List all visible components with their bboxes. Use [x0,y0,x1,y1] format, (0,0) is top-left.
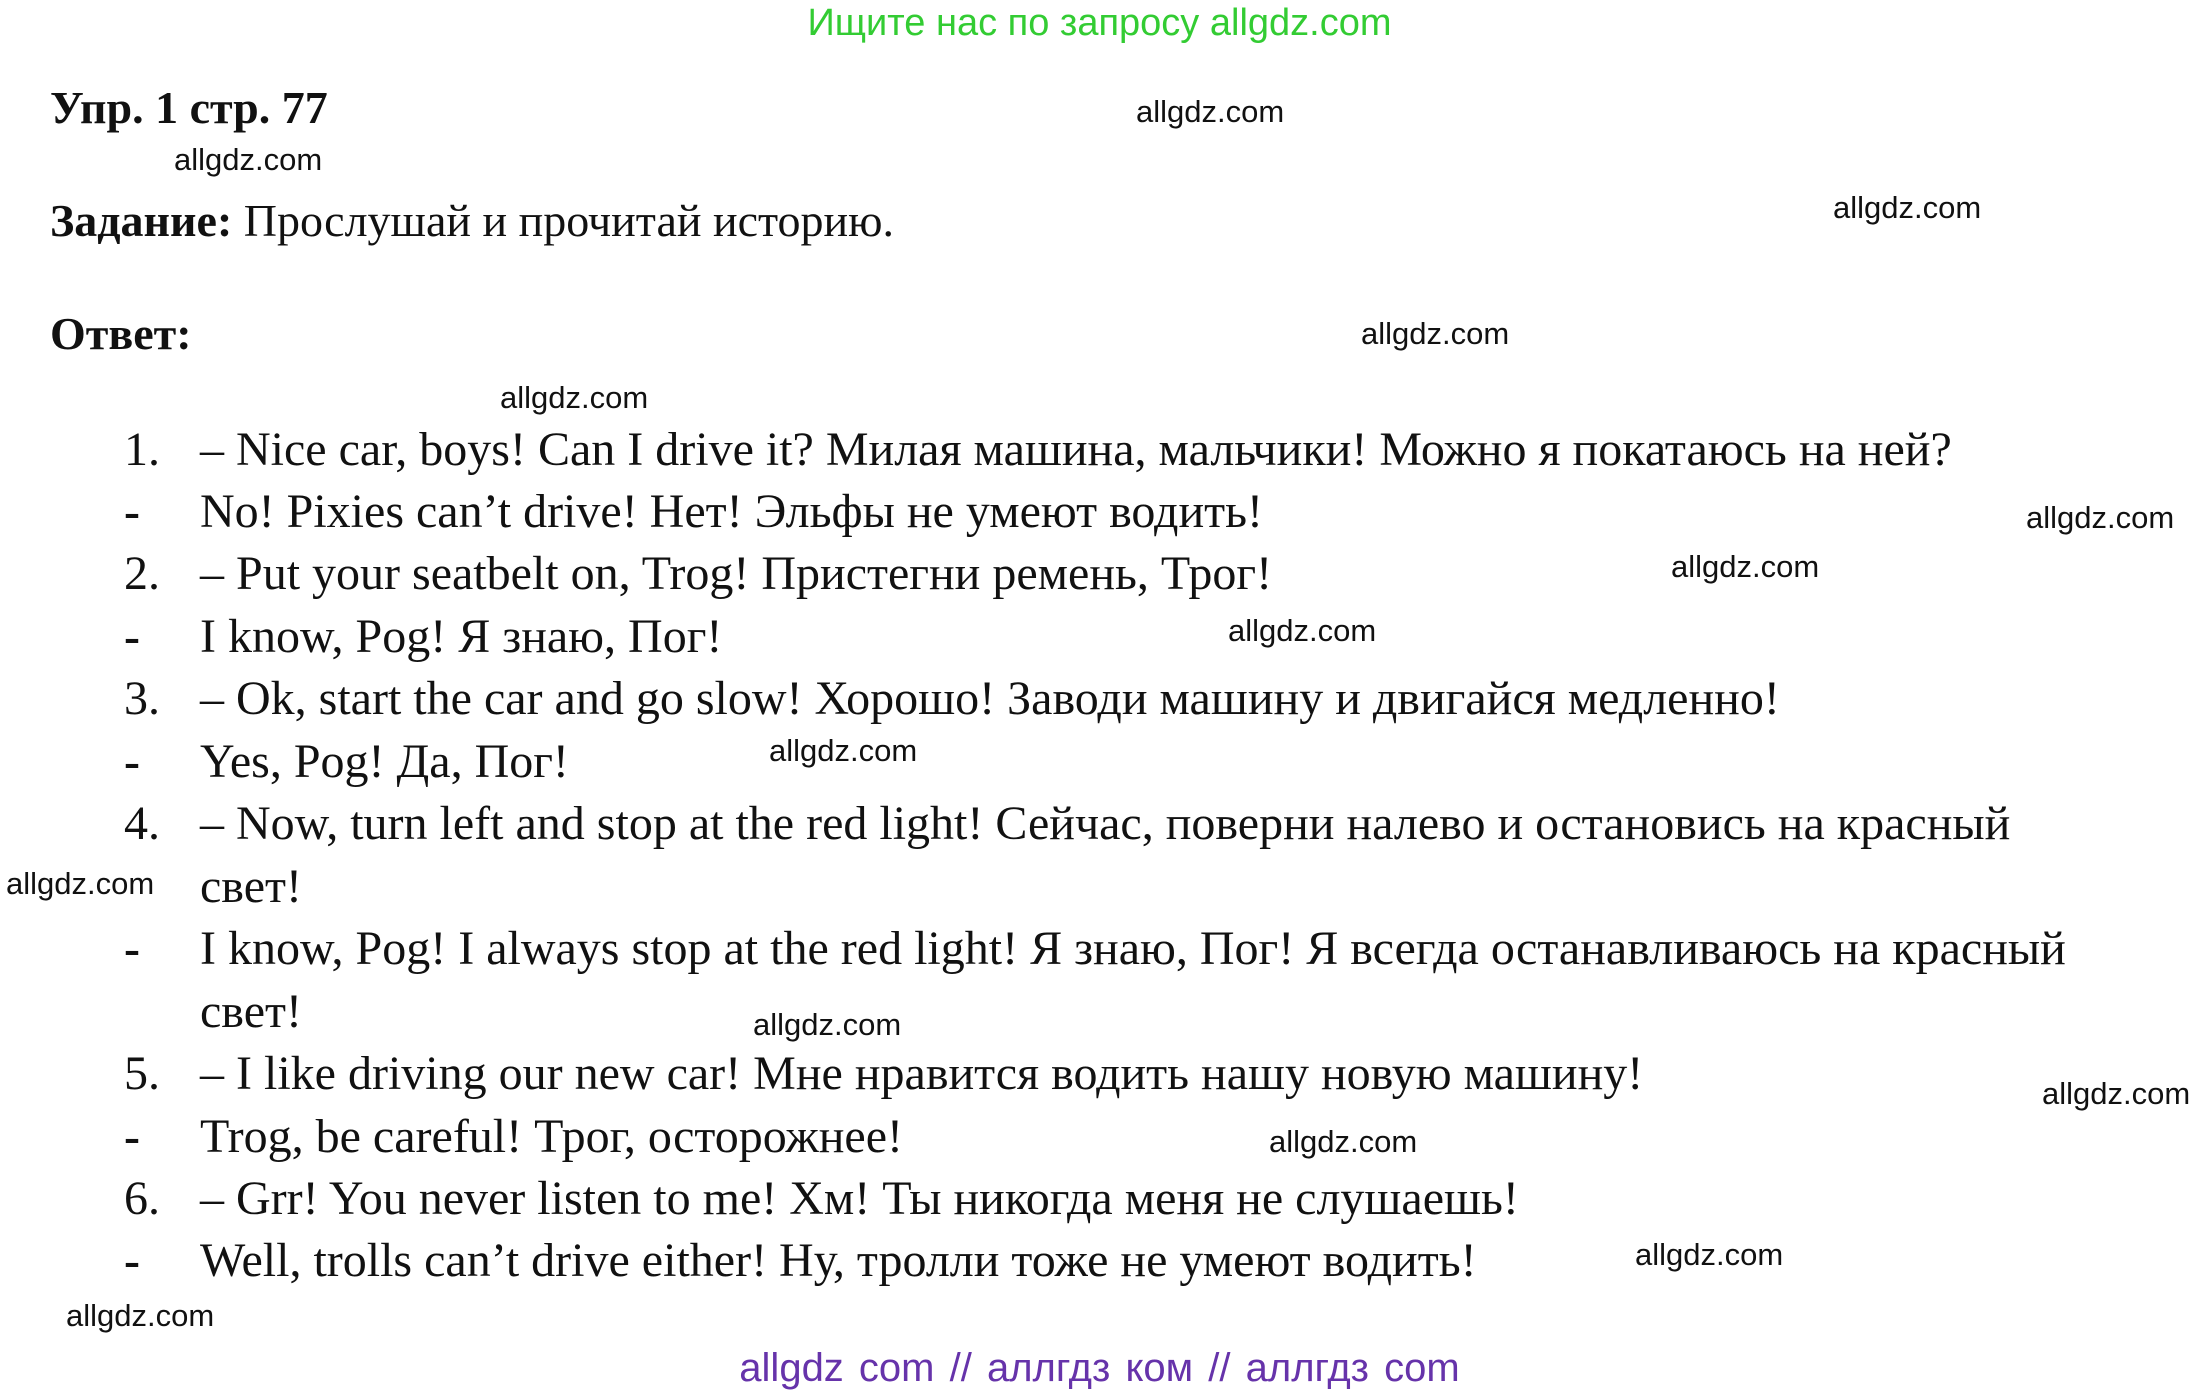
watermark: allgdz.com [769,733,918,768]
task-line [50,193,894,249]
watermark: allgdz.com [6,866,155,901]
line-marker: 3. [124,672,160,725]
line-marker: - [124,735,140,788]
line-text: No! Pixies can’t drive! Нет! Эльфы не умеют водить! [200,485,1264,538]
line-text: Yes, Pog! Да, Пог! [200,735,569,788]
line-text: – Ok, start the car and go slow! Хорошо! Заводи машину и двигайся медленно! [200,672,1780,725]
line-marker: 6. [124,1172,160,1225]
watermark: allgdz.com [1228,613,1377,648]
watermark: allgdz.com [2026,500,2175,535]
watermark: allgdz.com [66,1298,215,1333]
search-banner: Ищите нас по запросу allgdz.com [807,2,1392,44]
line-text: Well, trolls can’t drive either! Ну, тролли тоже не умеют водить! [200,1234,1477,1287]
task-text: Прослушай и прочитай историю. [232,195,894,246]
line-text: – Put your seatbelt on, Trog! Пристегни ремень, Трог! [200,547,1273,600]
line-text: I know, Pog! I always stop at the red light! Я знаю, Пог! Я всегда останавливаюсь на красный [200,922,2066,975]
line-text: – Grr! You never listen to me! Хм! Ты никогда меня не слушаешь! [200,1172,1519,1225]
line-marker: 1. [124,423,160,476]
line-marker: - [124,922,140,975]
task-label: Задание: [50,195,233,246]
line-text: свет! [200,985,302,1038]
watermark: allgdz.com [500,380,649,415]
line-marker: - [124,485,140,538]
line-text: свет! [200,860,302,913]
line-text: I know, Pog! Я знаю, Пог! [200,610,723,663]
watermark: allgdz.com [753,1007,902,1042]
watermark: allgdz.com [1671,549,1820,584]
answer-label: Ответ: [50,308,192,359]
watermark: allgdz.com [1833,190,1982,225]
answer-heading [50,306,192,362]
watermark: allgdz.com [174,142,323,177]
line-text: Trog, be careful! Трог, осторожнее! [200,1110,903,1163]
watermark: allgdz.com [1635,1237,1784,1272]
line-marker: - [124,1234,140,1287]
line-marker: - [124,1110,140,1163]
line-text: – Now, turn left and stop at the red light! Сейчас, поверни налево и остановись на красный [200,797,2011,850]
line-marker: - [124,610,140,663]
watermark: allgdz.com [2042,1076,2191,1111]
line-marker: 2. [124,547,160,600]
watermark: allgdz.com [1136,94,1285,129]
watermark: allgdz.com [1361,316,1510,351]
watermark: allgdz.com [1269,1124,1418,1159]
line-text: – I like driving our new car! Мне нравится водить нашу новую машину! [200,1047,1644,1100]
line-text: – Nice car, boys! Can I drive it? Милая машина, мальчики! Можно я покатаюсь на ней? [200,423,1952,476]
exercise-title-text: Упр. 1 стр. 77 [50,82,328,133]
footer-links: allgdz com // аллгдз ком // аллгдз com [739,1346,1460,1390]
exercise-title [50,80,328,136]
line-marker: 4. [124,797,160,850]
line-marker: 5. [124,1047,160,1100]
